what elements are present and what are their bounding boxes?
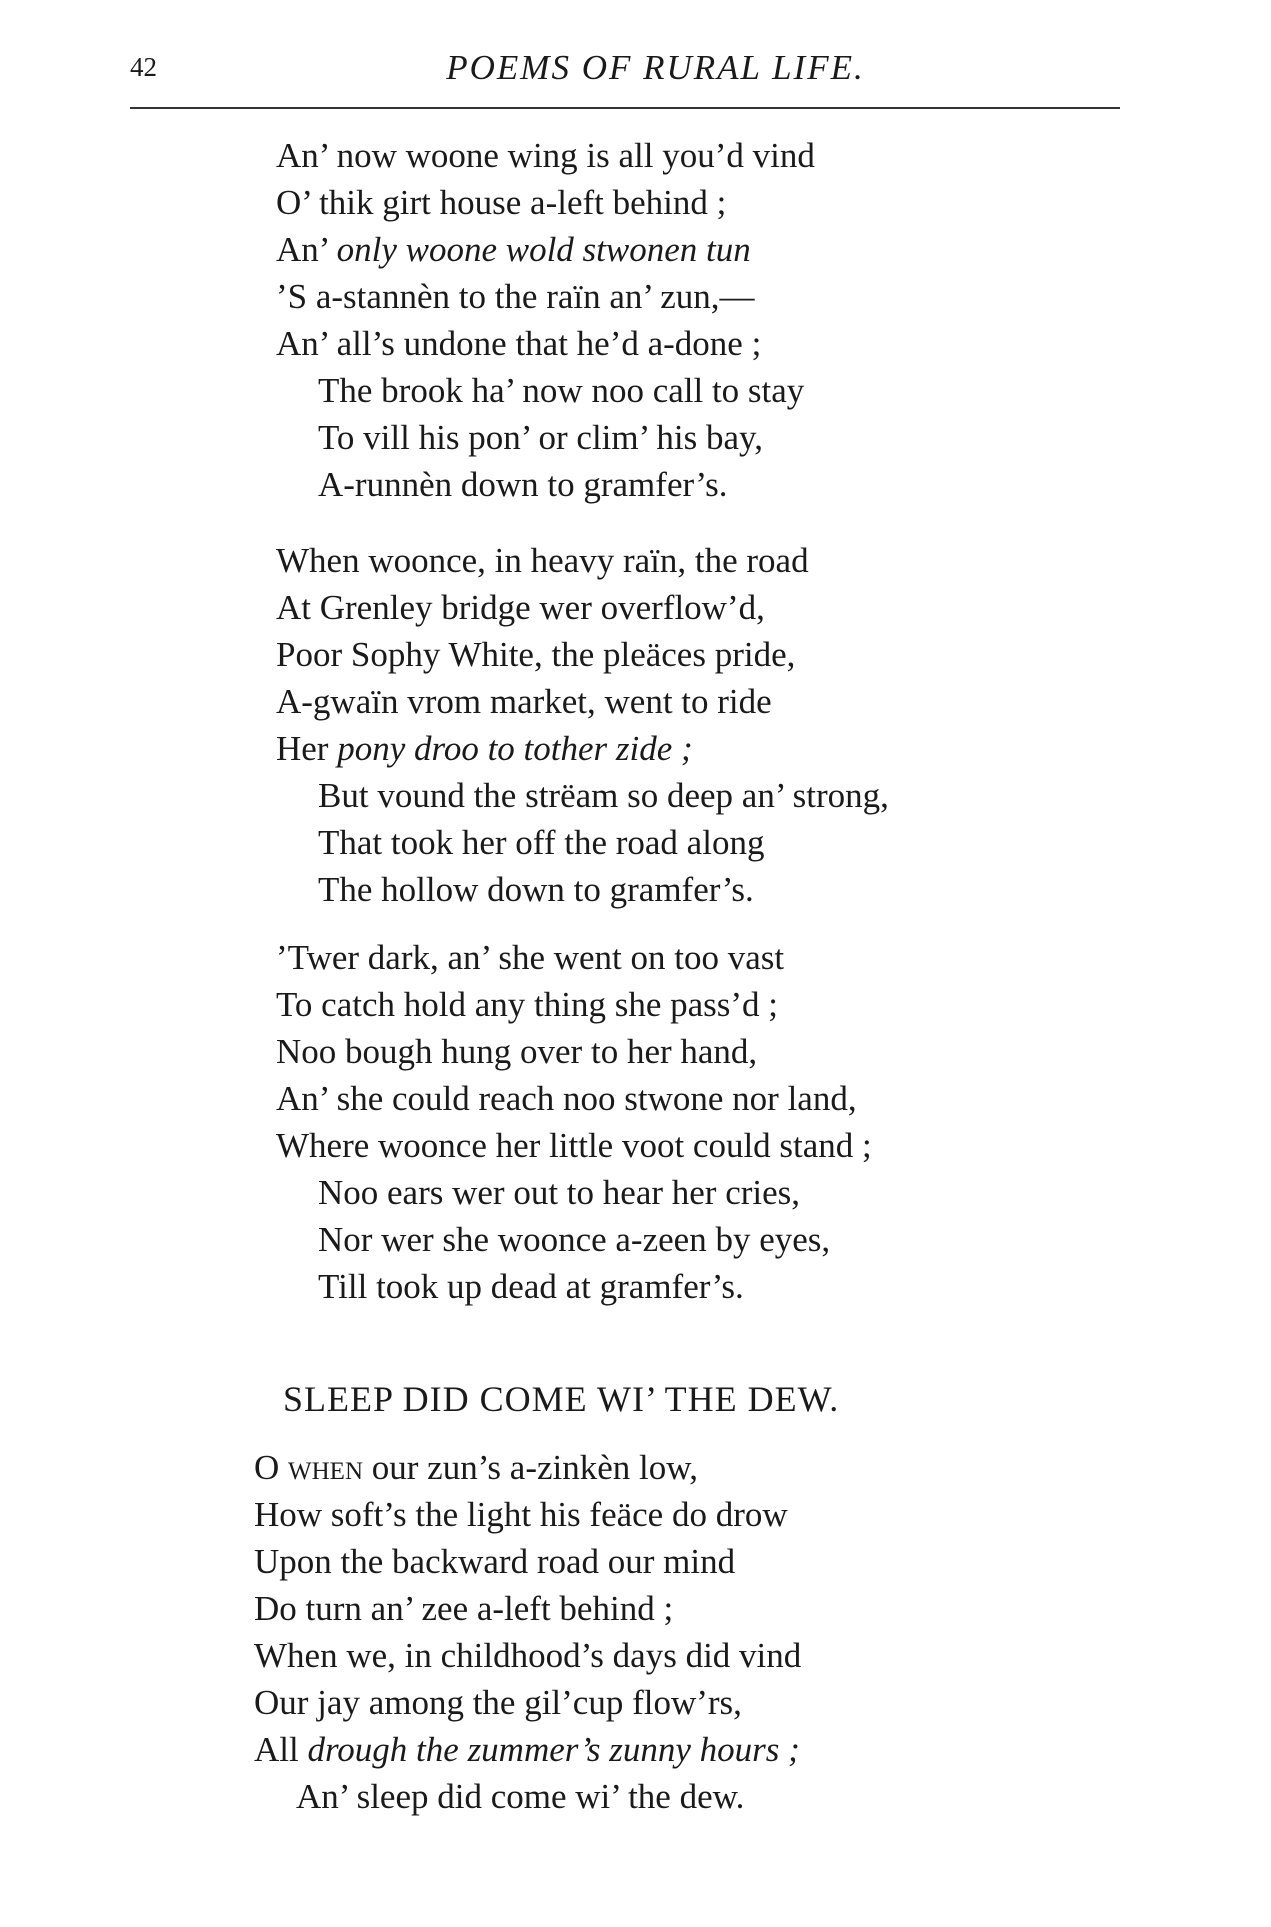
verse-line-indented: The hollow down to gramfer’s.: [318, 870, 754, 909]
opening-words: O when: [254, 1448, 364, 1487]
verse-line: An’ now woone wing is all you’d vind: [276, 136, 815, 175]
verse-line-indented: But vound the strëam so deep an’ strong,: [318, 776, 889, 815]
verse-line: How soft’s the light his feäce do drow: [254, 1495, 788, 1534]
verse-line-italic: Her pony droo to tother zide ;: [276, 729, 693, 768]
stanza-3: [276, 934, 872, 1310]
verse-line: At Grenley bridge wer overflow’d,: [276, 588, 765, 627]
running-title: POEMS OF RURAL LIFE.: [446, 48, 865, 87]
verse-line: When woonce, in heavy raïn, the road: [276, 541, 809, 580]
poem-title: SLEEP DID COME WI’ THE DEW.: [283, 1379, 840, 1419]
opening-line-rest: our zun’s a-zinkèn low,: [363, 1448, 699, 1487]
page-number: 42: [130, 52, 157, 82]
verse-line: When we, in childhood’s days did vind: [254, 1636, 802, 1675]
verse-line-indented: Noo ears wer out to hear her cries,: [318, 1173, 801, 1212]
stanza-2: [276, 537, 889, 913]
header-rule: [130, 107, 1120, 109]
stanza-4: [254, 1444, 801, 1820]
verse-line: ’S a-stannèn to the raïn an’ zun,—: [276, 277, 755, 316]
verse-line: A-gwaïn vrom market, went to ride: [276, 682, 772, 721]
verse-line-opening: [254, 1444, 801, 1491]
verse-line: Where woonce her little voot could stand ;: [276, 1126, 872, 1165]
verse-line-indented: To vill his pon’ or clim’ his bay,: [318, 418, 764, 457]
stanza-1: [276, 132, 815, 508]
verse-line: To catch hold any thing she pass’d ;: [276, 985, 779, 1024]
verse-line: O’ thik girt house a-left behind ;: [276, 183, 727, 222]
verse-line: Noo bough hung over to her hand,: [276, 1032, 758, 1071]
verse-line-italic: An’ only woone wold stwonen tun: [276, 230, 751, 269]
verse-line: An’ she could reach noo stwone nor land,: [276, 1079, 857, 1118]
verse-line: ’Twer dark, an’ she went on too vast: [276, 938, 785, 977]
verse-line: Poor Sophy White, the pleäces pride,: [276, 635, 796, 674]
verse-line-indented: That took her off the road along: [318, 823, 765, 862]
verse-line-indented: Nor wer she woonce a-zeen by eyes,: [318, 1220, 831, 1259]
verse-line: An’ all’s undone that he’d a-done ;: [276, 324, 762, 363]
verse-line: Upon the backward road our mind: [254, 1542, 736, 1581]
verse-line-indented: Till took up dead at gramfer’s.: [318, 1267, 744, 1306]
verse-line: Do turn an’ zee a-left behind ;: [254, 1589, 674, 1628]
verse-line: Our jay among the gil’cup flow’rs,: [254, 1683, 742, 1722]
verse-line-indented: An’ sleep did come wi’ the dew.: [296, 1777, 745, 1816]
verse-line-italic: All drough the zummer’s zunny hours ;: [254, 1730, 800, 1769]
verse-line-indented: The brook ha’ now noo call to stay: [318, 371, 805, 410]
verse-line-indented: A-runnèn down to gramfer’s.: [318, 465, 728, 504]
